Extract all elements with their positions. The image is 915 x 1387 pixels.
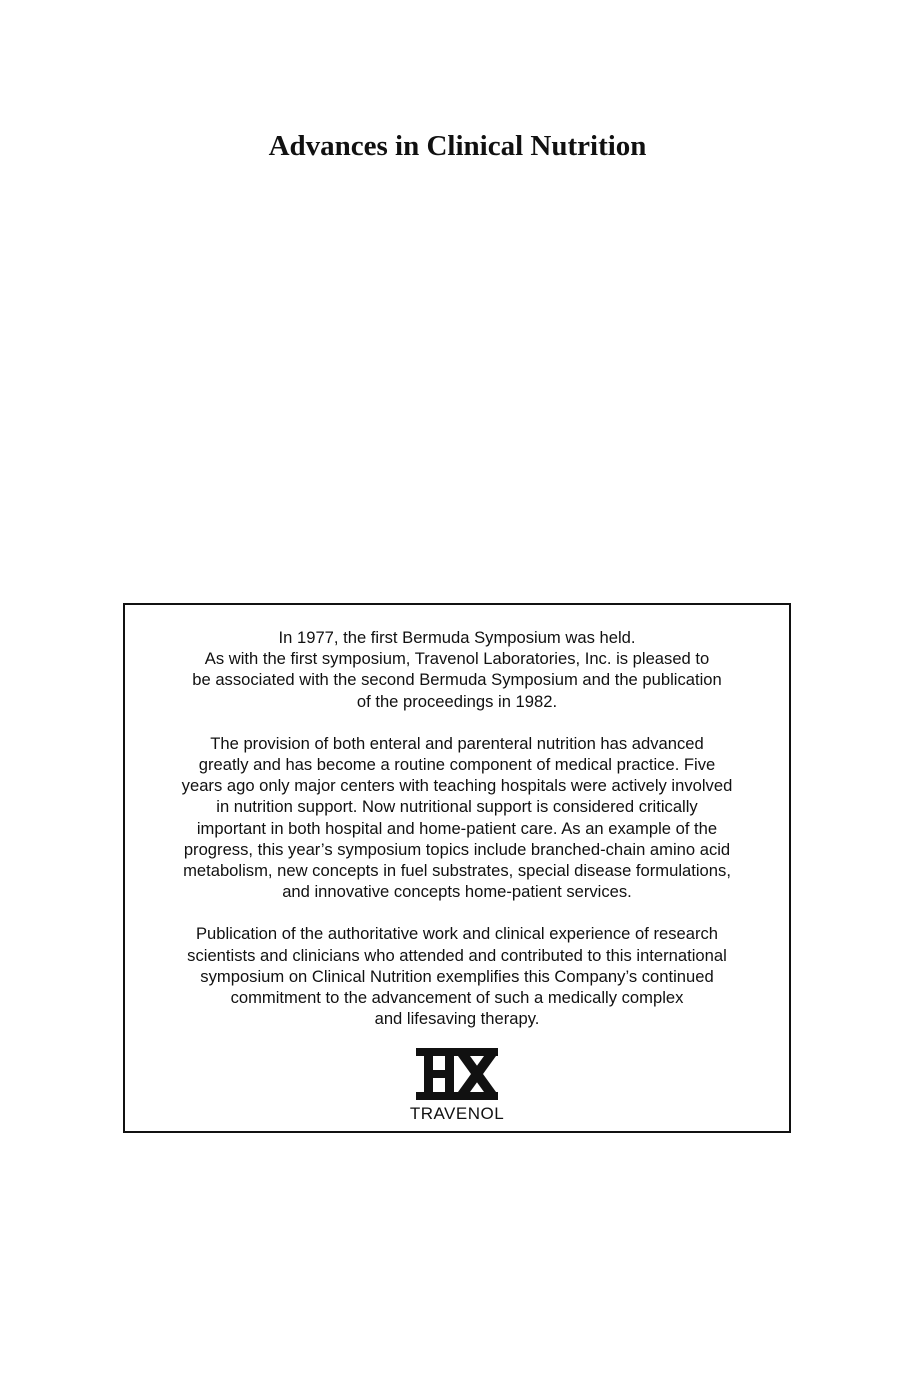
page-title: Advances in Clinical Nutrition	[268, 130, 647, 162]
travenol-logo-icon	[416, 1048, 498, 1100]
notice-paragraph-progress: The provision of both enteral and parenteral nutrition has advanced greatly and has become a routine component of medical practice. Five years ago only major centers with teaching hospitals were actively involved in nutrition support. Now nutritional support is considered critically important in both hospital and home-patient care. As an example of the progress, this year’s symposium topics include branched-chain amino acid metabolism, new concepts in fuel substrates, special disease formulations, and innovative concepts home-patient services.	[181, 733, 733, 902]
sponsor-notice-box	[123, 603, 791, 1133]
travenol-wordmark: TRAVENOL	[409, 1104, 505, 1123]
sponsor-notice-text	[125, 627, 789, 1050]
travenol-logo	[125, 1048, 789, 1124]
notice-paragraph-commitment: Publication of the authoritative work and clinical experience of research scientists and clinicians who attended and contributed to this international symposium on Clinical Nutrition exemplifies this Company’s continued commitment to the advancement of such a medically complex and lifesaving therapy.	[187, 924, 727, 1029]
notice-paragraph-history: In 1977, the first Bermuda Symposium was held. As with the first symposium, Travenol Laboratories, Inc. is pleased to be associated with the second Bermuda Symposium and the publication of the proceedings in 1982.	[192, 628, 722, 711]
